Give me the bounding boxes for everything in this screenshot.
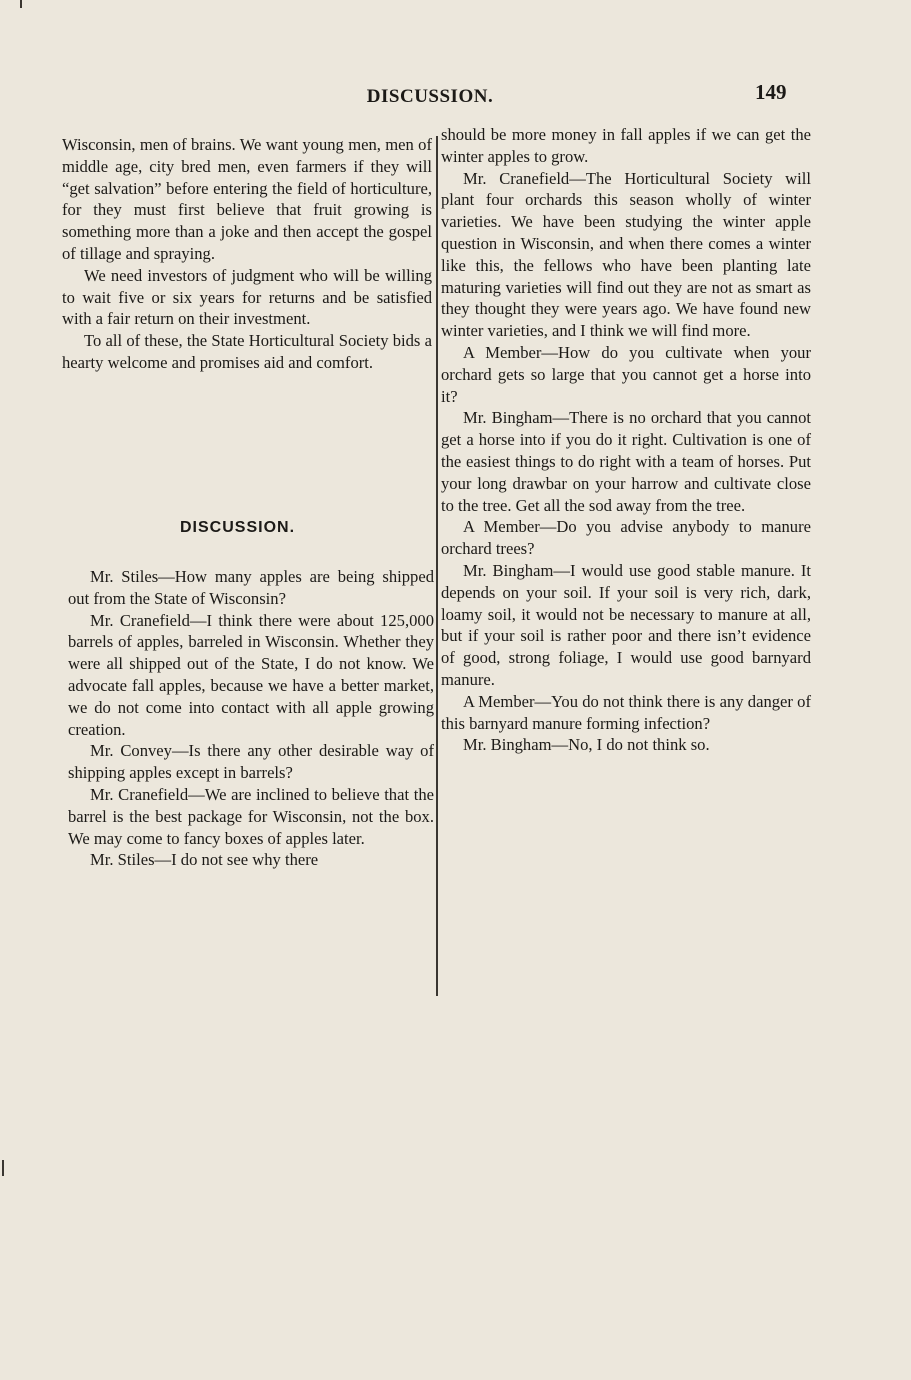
paragraph: Wisconsin, men of brains. We want young men, men of middle age, city bred men, even farmers if they will “get salvation” before entering the field of horticulture, for they must first believe that fruit growing is something more than a joke and then accept the gospel of tillage and spraying. [62,135,432,263]
page-number: 149 [755,80,787,104]
column-rule-bracket [437,860,444,990]
paragraph: A Member—Do you advise anybody to manure orchard trees? [441,517,811,559]
left-column [62,134,432,374]
paragraph: should be more money in fall apples if we can get the winter apples to grow. [441,125,811,166]
paragraph: We need investors of judgment who will be willing to wait five or six years for returns and be satisfied with a fair return on their investment. [62,265,432,329]
paragraph: Mr. Cranefield—The Horticultural Society will plant four orchards this season wholly of winter varieties. We have been studying the winter apple question in Wisconsin, and when there comes a winter like this, the fellows who have been planting late maturing varieties will find out they are not as smart as they thought they were years ago. We have found new winter varieties, and I think we will find more. [441,168,811,341]
paragraph: A Member—You do not think there is any danger of this barnyard manure forming infection? [441,691,811,733]
paragraph: Mr. Cranefield—We are inclined to believe that the barrel is the best package for Wisconsin, not the box. We may come to fancy boxes of apples later. [68,784,434,848]
right-column [441,124,811,756]
paragraph: Mr. Bingham—I would use good stable manure. It depends on your soil. If your soil is very rich, dark, loamy soil, it would not be necessary to manure at all, but if your soil is rather poor and there isn’t evidence of good, strong foliage, I would use good barnyard manure. [441,560,811,689]
paragraph: Mr. Bingham—There is no orchard that you cannot get a horse into if you do it right. Cultivation is one of the easiest things to do right with a team of horses. Put your long drawbar on your harrow and cultivate close to the tree. Get all the sod away from the tree. [441,408,811,515]
paragraph: Mr. Cranefield—I think there were about 125,000 barrels of apples, barreled in Wisconsin. Whether they were all shipped out of the State, I do not know. We advocate fall apples, because we have a better market, we do not come into contact with all apple growing creation. [68,610,434,739]
margin-tick-top [20,0,22,8]
paragraph: To all of these, the State Horticultural Society bids a hearty welcome and promises aid and comfort. [62,331,432,372]
paragraph: A Member—How do you cultivate when your orchard gets so large that you cannot get a horse into it? [441,342,811,406]
running-head: DISCUSSION. [366,86,494,107]
margin-tick-lower [2,1160,4,1176]
left-column-discussion [68,566,434,871]
paragraph: Mr. Bingham—No, I do not think so. [463,735,710,755]
paragraph: Mr. Stiles—How many apples are being shipped out from the State of Wisconsin? [68,567,434,608]
paragraph: Mr. Stiles—I do not see why there [90,850,319,870]
section-heading: DISCUSSION. [180,519,296,536]
paragraph: Mr. Convey—Is there any other desirable way of shipping apples except in barrels? [68,741,434,783]
